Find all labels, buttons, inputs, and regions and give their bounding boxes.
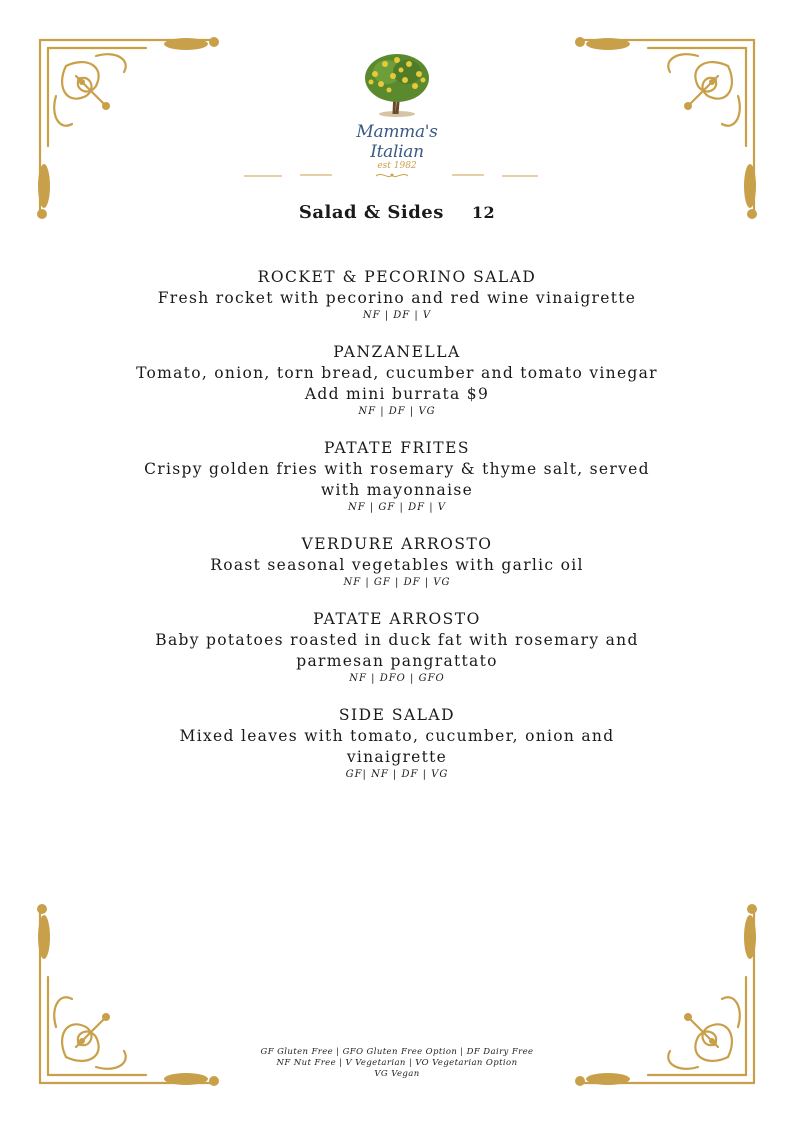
brand-name: Mamma's Italian xyxy=(356,122,438,162)
menu-item-description-cont: parmesan pangrattato xyxy=(296,652,498,670)
menu-item-description-cont: with mayonnaise xyxy=(320,481,474,499)
legend-line: GF Gluten Free | GFO Gluten Free Option | DF Dairy Free xyxy=(260,1047,534,1057)
menu-item-name: ROCKET & PECORINO SALAD xyxy=(257,268,537,286)
section-title-text: Salad & Sides xyxy=(298,202,444,223)
brand-established: est 1982 xyxy=(377,161,417,171)
menu-item-description: Fresh rocket with pecorino and red wine vinaigrette xyxy=(157,289,637,307)
menu-item xyxy=(100,437,694,515)
menu-item-description: Crispy golden fries with rosemary & thyme salt, served xyxy=(144,460,650,478)
menu-list xyxy=(100,266,694,800)
menu-item-dietary-tags: NF | DFO | GFO xyxy=(349,673,445,684)
menu-item-description: Roast seasonal vegetables with garlic oil xyxy=(210,556,584,574)
menu-item xyxy=(100,341,694,419)
menu-item-description-cont: vinaigrette xyxy=(346,748,448,766)
ornament-corner-top-right xyxy=(568,36,758,226)
menu-item-name: PATATE ARROSTO xyxy=(313,610,481,628)
ornament-corner-top-left xyxy=(36,36,226,226)
ornamental-divider xyxy=(244,168,540,182)
legend-line: NF Nut Free | V Vegetarian | VO Vegetarian Option xyxy=(276,1058,518,1068)
menu-item-dietary-tags: GF| NF | DF | VG xyxy=(345,769,449,780)
menu-item xyxy=(100,704,694,782)
menu-item-addon: Add mini burrata $9 xyxy=(304,385,490,403)
menu-item-dietary-tags: NF | DF | V xyxy=(362,310,432,321)
brand-logo xyxy=(330,50,464,171)
menu-item xyxy=(100,533,694,590)
menu-item-description: Tomato, onion, torn bread, cucumber and tomato vinegar xyxy=(136,364,658,382)
dietary-legend xyxy=(0,1047,794,1080)
menu-item-dietary-tags: NF | GF | DF | V xyxy=(348,502,446,513)
lemon-tree-icon xyxy=(361,50,433,120)
menu-item-name: VERDURE ARROSTO xyxy=(301,535,493,553)
section-price: 12 xyxy=(471,203,496,222)
menu-item-description: Baby potatoes roasted in duck fat with rosemary and xyxy=(155,631,639,649)
menu-item-name: SIDE SALAD xyxy=(338,706,456,724)
menu-item-name: PATATE FRITES xyxy=(323,439,471,457)
menu-item-description: Mixed leaves with tomato, cucumber, onion and xyxy=(179,727,615,745)
menu-item-name: PANZANELLA xyxy=(333,343,461,361)
menu-item xyxy=(100,266,694,323)
legend-line: VG Vegan xyxy=(374,1069,420,1079)
section-title xyxy=(0,202,794,223)
menu-item-dietary-tags: NF | GF | DF | VG xyxy=(343,577,451,588)
menu-item xyxy=(100,608,694,686)
menu-item-dietary-tags: NF | DF | VG xyxy=(358,406,436,417)
